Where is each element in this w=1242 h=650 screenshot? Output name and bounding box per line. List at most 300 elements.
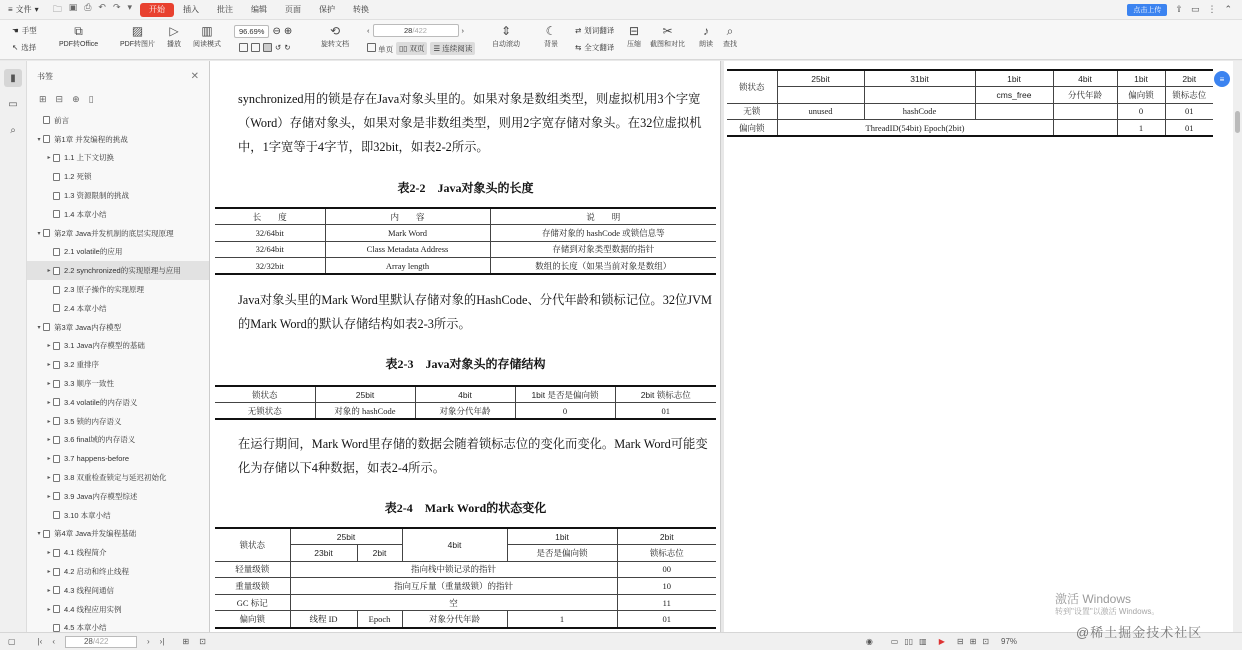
last-page-icon[interactable]: ›|: [159, 637, 165, 646]
pdf-to-office-button[interactable]: ⧉ PDF转Office: [59, 23, 99, 48]
thumbnail-panel-icon[interactable]: ▭: [8, 98, 18, 110]
column-header: 25bit: [777, 70, 864, 87]
bookmark-icon: [53, 248, 60, 256]
fit-page-status-icon[interactable]: ⊞: [969, 637, 977, 646]
share-icon[interactable]: ⇪: [1175, 4, 1183, 14]
bookmark-label: 第3章 Java内存模型: [54, 322, 122, 332]
menu-page[interactable]: 页面: [285, 4, 302, 14]
caret-right-icon[interactable]: ▸: [47, 493, 51, 500]
caret-down-icon[interactable]: ▾: [37, 230, 41, 237]
table-subheader-row: [727, 87, 1213, 104]
open-folder-icon[interactable]: 🗀: [52, 3, 62, 14]
prev-page-icon[interactable]: ‹: [52, 637, 55, 646]
table-caption-2-4: 表2-4 Mark Word的状态变化: [384, 501, 547, 515]
menu-edit[interactable]: 编辑: [251, 4, 268, 14]
zoom-level[interactable]: 97%: [1001, 637, 1018, 646]
bookmark-icon: [53, 192, 60, 200]
column-header: cms_free: [975, 87, 1053, 104]
play-mode-icon[interactable]: ▶: [938, 637, 945, 646]
bookmark-item[interactable]: [27, 205, 209, 224]
column-header: 锁状态: [215, 386, 315, 403]
column-header: 4bit: [402, 528, 507, 561]
single-page-button[interactable]: 单页: [367, 43, 393, 55]
background-button[interactable]: ☾ 背景: [544, 24, 558, 48]
file-menu[interactable]: ≡ 文件 ▾: [8, 5, 39, 14]
bookmark-label: 2.2 synchronized的实现原理与应用: [64, 266, 181, 276]
table-cell: 1: [1117, 120, 1165, 137]
comment-icon[interactable]: ▭: [1190, 4, 1200, 14]
bookmark-label: 第1章 并发编程的挑战: [54, 134, 128, 144]
document-page-left: [210, 61, 721, 632]
table-cell: 01: [615, 403, 716, 420]
column-header: 锁状态: [215, 528, 290, 561]
translate-icon: ⇄: [575, 26, 582, 35]
panel-title: 书签: [37, 71, 53, 81]
bookmark-icon: [53, 586, 60, 594]
scissors-icon: ✂: [662, 24, 673, 38]
bookmark-icon: [43, 323, 50, 331]
table-cell: [1053, 103, 1117, 120]
bookmark-label: 第2章 Java并发机制的底层实现原理: [54, 228, 174, 238]
bookmark-item[interactable]: [27, 374, 209, 393]
bookmark-label: 1.2 死锁: [64, 172, 92, 182]
document-area: [210, 61, 1242, 632]
bookmark-item[interactable]: [27, 318, 209, 337]
bookmark-item[interactable]: [27, 562, 209, 581]
caret-right-icon[interactable]: ▸: [47, 606, 51, 613]
caret-right-icon[interactable]: ▸: [47, 268, 51, 275]
hand-tool[interactable]: ☚ 手型: [12, 26, 37, 35]
more-options-icon[interactable]: ⋮: [1207, 4, 1217, 14]
bookmark-icon: [53, 286, 60, 294]
double-page-button[interactable]: ▯▯ 双页: [396, 42, 427, 55]
double-view-icon[interactable]: ▯▯: [904, 637, 914, 646]
bookmark-item[interactable]: [27, 280, 209, 299]
speaker-icon: ♪: [703, 24, 709, 38]
menu-start[interactable]: 开始: [140, 3, 174, 17]
bookmark-item[interactable]: [27, 243, 209, 262]
bookmark-label: 4.1 线程简介: [64, 548, 107, 558]
table-cell: 32/32bit: [215, 258, 325, 275]
word-translate-button[interactable]: ⇄ 划词翻译: [575, 26, 615, 35]
bookmark-icon: [53, 361, 60, 369]
compress-button[interactable]: ⊟ 压缩: [627, 24, 641, 48]
bookmark-item[interactable]: [27, 506, 209, 525]
bookmark-label: 3.7 happens-before: [64, 454, 130, 464]
bookmark-icon: [53, 436, 60, 444]
more-icon[interactable]: ▾: [127, 1, 133, 12]
collapse-all-icon[interactable]: ⊟: [55, 93, 64, 104]
table-cell: 空: [290, 594, 617, 611]
read-aloud-button[interactable]: ♪ 朗读: [699, 24, 713, 48]
table-cell: 对象分代年龄: [415, 403, 515, 420]
bookmark-item[interactable]: [27, 412, 209, 431]
bookmark-icon: [53, 380, 60, 388]
table-cell: [975, 103, 1053, 120]
table-row: [215, 561, 716, 578]
caret-right-icon[interactable]: ▸: [47, 437, 51, 444]
bookmark-label: 4.3 线程间通信: [64, 585, 115, 595]
bookmark-item[interactable]: [27, 449, 209, 468]
ribbon-toolbar: [0, 20, 1242, 60]
column-header: 1bit: [507, 528, 617, 545]
bookmark-item[interactable]: [27, 581, 209, 600]
double-page-icon: ▯▯: [399, 44, 408, 53]
table-cell: 00: [617, 561, 716, 578]
bookmark-label: 1.1 上下文切换: [64, 153, 115, 163]
bookmark-label: 2.4 本章小结: [64, 303, 107, 313]
zoom-select[interactable]: 96.69%: [234, 25, 269, 38]
caret-right-icon[interactable]: ▸: [47, 343, 51, 350]
moon-icon: ☾: [545, 24, 557, 38]
table-cell: 数组的长度（如果当前对象是数组）: [490, 258, 716, 275]
table-cell: 32/64bit: [215, 241, 325, 258]
column-header: 锁状态: [727, 70, 777, 103]
caret-down-icon[interactable]: ▾: [37, 136, 41, 143]
column-header: 25bit: [315, 386, 415, 403]
table-2-3: [215, 385, 716, 420]
column-header: 说 明: [490, 208, 716, 225]
fit-width-status-icon[interactable]: ⊟: [956, 637, 964, 646]
bookmark-label: 3.5 锁的内存语义: [64, 416, 122, 426]
column-header: 31bit: [864, 70, 975, 87]
bookmark-item[interactable]: [27, 337, 209, 356]
fit-icon[interactable]: ⊡: [199, 637, 206, 646]
caret-right-icon[interactable]: ▸: [47, 155, 51, 162]
bookmark-icon: [53, 492, 60, 500]
bookmark-icon: [53, 267, 60, 275]
table-cell: 01: [617, 611, 716, 628]
eye-care-icon[interactable]: ◉: [865, 637, 873, 646]
table-cell: 32/64bit: [215, 225, 325, 242]
cursor-icon: ↖: [12, 43, 19, 52]
table-row: [215, 403, 716, 420]
bookmark-label: 4.2 启动和终止线程: [64, 567, 130, 577]
table-cell: unused: [777, 103, 864, 120]
column-header: 锁标志位: [1165, 87, 1213, 104]
table-header-row: [215, 386, 716, 403]
bookmark-item[interactable]: [27, 186, 209, 205]
caret-right-icon[interactable]: ▸: [47, 569, 51, 576]
compress-icon: ⊟: [628, 24, 640, 38]
bookmark-panel-icon[interactable]: ▮: [4, 69, 22, 87]
bookmark-label: 3.6 final域的内存语义: [64, 435, 136, 445]
caret-right-icon[interactable]: ▸: [47, 456, 51, 463]
collapse-ribbon-icon[interactable]: ⌃: [1224, 4, 1232, 14]
table-cell: 对象分代年龄: [402, 611, 507, 628]
juejin-watermark: @稀土掘金技术社区: [1076, 625, 1203, 640]
bookmark-item[interactable]: [27, 543, 209, 562]
bookmark-item[interactable]: [27, 468, 209, 487]
quick-access-toolbar: [45, 2, 140, 18]
column-header: 1bit: [975, 70, 1053, 87]
page-layout-buttons: [367, 42, 475, 55]
caret-right-icon[interactable]: ▸: [47, 475, 51, 482]
table-cell: 存储到对象类型数据的指针: [490, 241, 716, 258]
single-page-icon: [367, 43, 376, 52]
actual-size-icon[interactable]: [263, 43, 272, 52]
sidebar-toggle-icon[interactable]: ▢: [8, 637, 16, 646]
full-translate-icon: ⇆: [575, 43, 582, 52]
column-header: 4bit: [415, 386, 515, 403]
bookmark-item[interactable]: [27, 111, 209, 130]
column-header: 2bit: [617, 528, 716, 545]
windows-activation-subtitle: 转到"设置"以激活 Windows。: [1055, 607, 1160, 616]
table-2-2: [215, 207, 716, 275]
table-cell: 10: [617, 578, 716, 595]
column-header: 2bit: [1165, 70, 1213, 87]
document-page-right: [724, 61, 1233, 632]
column-header: 1bit: [1117, 70, 1165, 87]
table-cell: 1: [507, 611, 617, 628]
play-icon: ▷: [169, 24, 179, 38]
page-navigator: [367, 24, 464, 37]
bookmark-icon: [53, 342, 60, 350]
column-header: 分代年龄: [1053, 87, 1117, 104]
bookmark-icon: [53, 605, 60, 613]
table-row: [727, 103, 1213, 120]
bookmark-label: 4.4 线程应用实例: [64, 604, 122, 614]
bookmark-label: 3.2 重排序: [64, 360, 100, 370]
status-page-input[interactable]: 28 /422: [65, 636, 137, 648]
table-cell: 0: [515, 403, 615, 420]
hand-icon: ☚: [12, 26, 19, 35]
caret-right-icon[interactable]: ▸: [47, 362, 51, 369]
bookmark-settings-icon[interactable]: ▯: [88, 93, 94, 104]
cloud-upload-button[interactable]: 点击上传: [1127, 4, 1167, 16]
column-header: [777, 87, 864, 104]
table-cell: 无锁: [727, 103, 777, 120]
caret-down-icon[interactable]: ▾: [37, 324, 41, 331]
next-page-icon[interactable]: ›: [146, 637, 150, 646]
bookmark-item[interactable]: [27, 525, 209, 544]
search-panel-icon[interactable]: ⌕: [10, 124, 16, 136]
caret-down-icon[interactable]: ▾: [37, 531, 41, 538]
add-bookmark-icon[interactable]: ⊕: [72, 93, 80, 104]
select-tool[interactable]: ↖ 选择: [12, 43, 37, 52]
table-header-row: [215, 208, 716, 225]
pdf-convert-icon: ⧉: [74, 23, 83, 38]
bookmark-icon: [53, 549, 60, 557]
bookmark-label: 3.4 volatile的内存语义: [64, 397, 138, 407]
caret-right-icon[interactable]: ▸: [47, 418, 51, 425]
bookmark-item[interactable]: [27, 619, 209, 632]
bookmark-icon: [53, 417, 60, 425]
floating-tool-icon[interactable]: ≡: [1214, 71, 1230, 87]
bookmark-item[interactable]: [27, 355, 209, 374]
bookmark-label: 3.9 Java内存模型综述: [64, 491, 138, 501]
column-header: 25bit: [290, 528, 402, 545]
redo-icon[interactable]: ↷: [112, 1, 121, 12]
bookmark-label: 第4章 Java并发编程基础: [54, 529, 137, 539]
search-icon: ⌕: [726, 23, 734, 38]
paragraph-2: Java对象头里的Mark Word里默认存储对象的HashCode、分代年龄和锁标记位。32位JVM的Mark Word的默认存储结构如表2-3所示。: [238, 293, 712, 331]
fit-page-icon[interactable]: [239, 43, 248, 52]
zoom-out-icon[interactable]: ⊖: [272, 26, 281, 37]
read-mode-button[interactable]: ▥ 阅读模式: [193, 24, 221, 48]
chevron-down-icon: ▾: [34, 5, 39, 14]
windows-activation-title: 激活 Windows: [1055, 592, 1132, 606]
print-icon[interactable]: ⎙: [84, 1, 92, 12]
bookmark-list: [27, 111, 209, 632]
add-page-icon[interactable]: ⊞: [182, 637, 190, 646]
screenshot-compare-button[interactable]: ✂ 截图和对比: [650, 24, 685, 48]
paragraph-3: 在运行期间，Mark Word里存储的数据会随着锁标志位的变化而变化。Mark Word可能变化为存储以下4种数据，如表2-4所示。: [238, 437, 708, 475]
table-cell: ThreadID(54bit) Epoch(2bit): [777, 120, 1053, 137]
find-button[interactable]: ⌕ 查找: [723, 23, 737, 48]
play-button[interactable]: ▷ 播放: [167, 24, 181, 48]
column-header: 内 容: [325, 208, 490, 225]
bookmark-label: 1.3 资源限制的挑战: [64, 191, 130, 201]
caret-right-icon[interactable]: ▸: [47, 399, 51, 406]
table-cell: 11: [617, 594, 716, 611]
bookmark-icon: [43, 229, 50, 237]
bookmark-item[interactable]: [27, 487, 209, 506]
single-view-icon[interactable]: ▭: [890, 637, 899, 646]
table-cell: 线程 ID: [290, 611, 357, 628]
main-menus: [140, 3, 378, 17]
bookmark-icon: [53, 154, 60, 162]
bookmark-icon: [43, 116, 50, 124]
column-header: [864, 87, 975, 104]
bookmark-item[interactable]: [27, 393, 209, 412]
first-page-icon[interactable]: |‹: [37, 637, 43, 646]
column-header: 偏向锁: [1117, 87, 1165, 104]
table-row: [215, 611, 716, 628]
table-cell: hashCode: [864, 103, 975, 120]
rotate-doc-button[interactable]: ⟲ 旋转文档: [321, 24, 349, 48]
rotate-doc-icon: ⟲: [329, 24, 341, 38]
bookmark-item[interactable]: [27, 167, 209, 186]
table-row: [215, 258, 716, 275]
zoom-in-icon[interactable]: ⊕: [283, 26, 293, 37]
bookmark-label: 4.5 本章小结: [64, 623, 107, 632]
column-header: 1bit 是否是偏向锁: [515, 386, 615, 403]
table-cell: 偏向锁: [727, 120, 777, 137]
table-cell: Epoch: [357, 611, 402, 628]
window-controls: [1127, 4, 1242, 16]
full-translate-button[interactable]: ⇆ 全文翻译: [575, 43, 615, 52]
menu-annotate[interactable]: 批注: [217, 4, 234, 14]
bookmark-label: 2.1 volatile的应用: [64, 247, 123, 257]
bookmark-item[interactable]: [27, 130, 209, 149]
pdf-to-image-button[interactable]: ▨ PDF转图片: [120, 24, 155, 48]
auto-scroll-icon: ⇕: [500, 24, 512, 38]
table-cell: 指向互斥量（重量级锁）的指针: [290, 578, 617, 595]
menu-convert[interactable]: 转换: [353, 4, 370, 14]
table-cell: 偏向锁: [215, 611, 290, 628]
fit-width-icon[interactable]: [251, 43, 260, 52]
rotate-right-icon[interactable]: ↻: [284, 43, 291, 52]
column-header: 2bit: [357, 545, 402, 562]
auto-scroll-button[interactable]: ⇕ 自动滚动: [492, 24, 520, 48]
table-cell: Array length: [325, 258, 490, 275]
vertical-scrollbar[interactable]: [1233, 61, 1242, 632]
column-header: 是否是偏向锁: [507, 545, 617, 562]
column-header: 2bit 锁标志位: [615, 386, 716, 403]
bookmark-icon: [53, 173, 60, 181]
menu-protect[interactable]: 保护: [319, 4, 336, 14]
next-page-icon[interactable]: ›: [461, 26, 464, 35]
paragraph-1: synchronized用的锁是存在Java对象头里的。如果对象是数组类型，则虚拟机用3个字宽（Word）存储对象头，如果对象是非数组类型，则用2字宽存储对象头。在32位虚拟机中，1字宽等于4字节，即32bit，如表2-2所示。: [238, 92, 702, 154]
table-caption-2-2: 表2-2 Java对象头的长度: [397, 181, 534, 195]
save-icon[interactable]: ▣: [68, 1, 78, 12]
bookmark-item[interactable]: [27, 600, 209, 619]
table-row: [727, 120, 1213, 137]
page-number-input[interactable]: 28 /422: [373, 24, 459, 37]
caret-right-icon[interactable]: ▸: [47, 550, 51, 557]
bookmark-icon: [43, 135, 50, 143]
bookmark-item[interactable]: [27, 149, 209, 168]
close-icon[interactable]: ✕: [190, 70, 199, 82]
table-cell: 01: [1165, 120, 1213, 137]
menu-bar: [0, 0, 1242, 20]
bookmark-item[interactable]: [27, 299, 209, 318]
table-2-4: [215, 527, 716, 629]
table-cell: GC 标记: [215, 594, 290, 611]
column-header: 4bit: [1053, 70, 1117, 87]
book-view-icon[interactable]: ▥: [919, 637, 927, 646]
prev-page-icon[interactable]: ‹: [367, 26, 370, 35]
table-row: [215, 578, 716, 595]
image-icon: ▨: [131, 24, 144, 38]
table-caption-2-3: 表2-3 Java对象头的存储结构: [385, 357, 546, 371]
bookmark-label: 3.3 顺序一致性: [64, 379, 115, 389]
table-cell: 存储对象的 hashCode 或锁信息等: [490, 225, 716, 242]
expand-all-icon[interactable]: ⊞: [39, 93, 47, 104]
bookmark-panel: [27, 61, 210, 632]
column-header: 长 度: [215, 208, 325, 225]
continuous-read-button[interactable]: ☰ 连续阅读: [430, 42, 475, 55]
bookmark-label: 2.3 原子操作的实现原理: [64, 285, 145, 295]
bookmark-label: 3.8 双重检查锁定与延迟初始化: [64, 473, 167, 483]
bookmark-item[interactable]: [27, 224, 209, 243]
bookmark-icon: [43, 530, 50, 538]
bookmark-label: 3.1 Java内存模型的基础: [64, 341, 145, 351]
bookmark-label: 前言: [54, 115, 69, 125]
caret-right-icon[interactable]: ▸: [47, 587, 51, 594]
table-row: [215, 594, 716, 611]
continuous-icon: ☰: [433, 44, 441, 53]
column-header: 锁标志位: [617, 545, 716, 562]
caret-right-icon[interactable]: ▸: [47, 381, 51, 388]
table-64bit-markword: [727, 69, 1213, 137]
rotate-left-icon[interactable]: ↺: [275, 43, 282, 52]
undo-icon[interactable]: ↶: [98, 1, 106, 12]
bookmark-item[interactable]: [27, 431, 209, 450]
scrollbar-thumb[interactable]: [1235, 111, 1240, 133]
table-cell: Class Metadata Address: [325, 241, 490, 258]
bookmark-label: 1.4 本章小结: [64, 209, 107, 219]
column-header: 23bit: [290, 545, 357, 562]
bookmark-tools: [27, 91, 209, 107]
left-rail: [0, 61, 27, 632]
table-cell: Mark Word: [325, 225, 490, 242]
table-row: [215, 241, 716, 258]
status-bar: [0, 632, 1242, 650]
table-cell: [1053, 120, 1117, 137]
zoom-controls: [234, 25, 292, 38]
actual-size-status-icon[interactable]: ⊡: [982, 637, 989, 646]
table-cell: 无锁状态: [215, 403, 315, 420]
bookmark-item[interactable]: [27, 261, 209, 280]
table-cell: 重量级锁: [215, 578, 290, 595]
table-header-row: [215, 528, 716, 545]
bookmark-icon: [53, 624, 60, 632]
hamburger-icon: ≡: [8, 5, 13, 14]
bookmark-icon: [53, 455, 60, 463]
menu-insert[interactable]: 插入: [183, 4, 200, 14]
